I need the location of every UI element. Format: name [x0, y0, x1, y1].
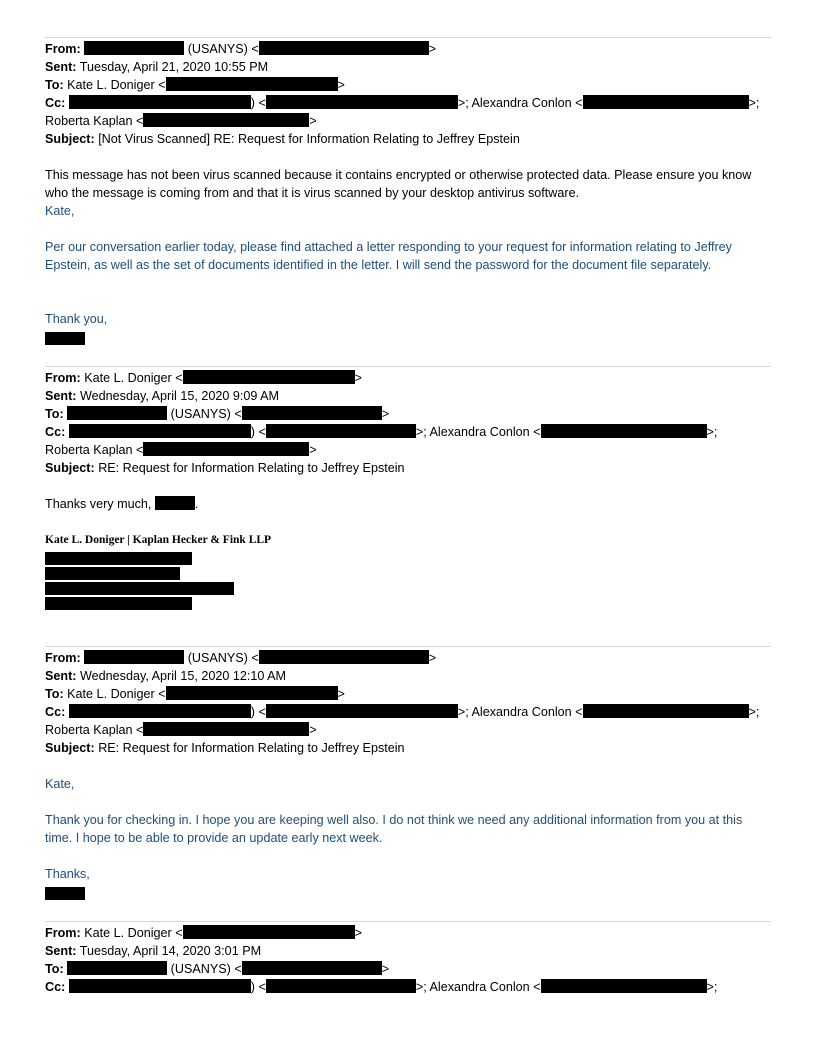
redaction: [583, 704, 749, 718]
sent-label: Sent:: [45, 944, 77, 958]
sent-line: [45, 387, 279, 405]
bracket: >: [309, 443, 317, 457]
redaction: [84, 41, 184, 55]
cc-line: [45, 703, 759, 721]
signature-name: Kate L. Doniger: [45, 534, 125, 546]
cc-conlon: >; Alexandra Conlon <: [415, 980, 541, 994]
redaction: [69, 95, 251, 109]
redaction: [242, 406, 382, 420]
to-line: [45, 960, 389, 978]
subject-label: Subject:: [45, 132, 95, 146]
bracket: >;: [748, 96, 760, 110]
redaction: [67, 961, 167, 975]
redaction: [266, 424, 416, 438]
to-value: Kate L. Doniger <: [67, 78, 166, 92]
cc-sep: ) <: [250, 980, 266, 994]
cc-line-cont: [45, 441, 317, 459]
cc-line: [45, 423, 717, 441]
signature-redaction: [45, 887, 85, 900]
signature-redaction: [45, 582, 234, 595]
sent-line: [45, 667, 286, 685]
redaction: [259, 41, 429, 55]
redaction: [242, 961, 382, 975]
closing: Thank you,: [45, 312, 108, 326]
email-body: Per our conversation earlier today, please find attached a letter responding to your request for information relating to Jeffrey Epstein, as well as the set of documents identified in the letter. I will send the password for the document file separately.: [45, 240, 732, 272]
sent-value: Wednesday, April 15, 2020 9:09 AM: [79, 389, 280, 403]
redaction: [166, 77, 338, 91]
sent-label: Sent:: [45, 60, 77, 74]
redaction: [84, 650, 184, 664]
signature-firm: Kaplan Hecker & Fink LLP: [132, 534, 272, 546]
from-value: Kate L. Doniger <: [84, 371, 183, 385]
cc-conlon: >; Alexandra Conlon <: [457, 705, 583, 719]
to-line: [45, 685, 345, 703]
cc-sep: ) <: [250, 96, 266, 110]
signature-redaction: [45, 552, 192, 565]
thanks-text: Thanks very much,: [45, 497, 155, 511]
from-label: From:: [45, 42, 81, 56]
subject-value: [Not Virus Scanned] RE: Request for Information Relating to Jeffrey Epstein: [98, 132, 520, 146]
cc-sep: ) <: [250, 425, 266, 439]
sent-value: Wednesday, April 15, 2020 12:10 AM: [79, 669, 287, 683]
cc-label: Cc:: [45, 425, 66, 439]
signature-redaction: [45, 567, 180, 580]
greeting: Kate,: [45, 204, 75, 218]
from-line: [45, 369, 362, 387]
cc-line: [45, 94, 759, 112]
bracket: >;: [706, 980, 718, 994]
subject-label: Subject:: [45, 741, 95, 755]
subject-line: [45, 459, 405, 477]
sent-value: Tuesday, April 21, 2020 10:55 PM: [79, 60, 269, 74]
subject-value: RE: Request for Information Relating to Jeffrey Epstein: [98, 461, 405, 475]
redaction: [143, 722, 309, 736]
closing: Thanks,: [45, 867, 90, 881]
subject-label: Subject:: [45, 461, 95, 475]
signature-redaction: [45, 332, 85, 345]
from-value: Kate L. Doniger <: [84, 926, 183, 940]
cc-line-cont: [45, 112, 317, 130]
email-body: Thank you for checking in. I hope you are keeping well also. I do not think we need any additional information from you at this time. I hope to be able to provide an update early next week.: [45, 813, 743, 845]
bracket: >: [337, 687, 345, 701]
separator: [45, 646, 771, 647]
bracket: >: [354, 926, 362, 940]
redaction: [69, 424, 251, 438]
from-line: [45, 40, 436, 58]
cc-kaplan: Roberta Kaplan <: [45, 723, 144, 737]
bracket: >: [381, 407, 390, 421]
bracket: >;: [706, 425, 718, 439]
cc-line: [45, 978, 717, 996]
cc-label: Cc:: [45, 96, 66, 110]
to-line: [45, 405, 389, 423]
cc-conlon: >; Alexandra Conlon <: [415, 425, 541, 439]
from-label: From:: [45, 371, 81, 385]
subject-line: [45, 739, 405, 757]
from-suffix: (USANYS) <: [187, 42, 259, 56]
signature-redaction: [45, 597, 192, 610]
to-suffix: (USANYS) <: [170, 962, 242, 976]
bracket: >: [309, 114, 317, 128]
from-label: From:: [45, 926, 81, 940]
cc-label: Cc:: [45, 980, 66, 994]
thanks-period: .: [194, 497, 199, 511]
bracket: >: [428, 42, 437, 56]
sent-line: [45, 942, 261, 960]
sent-value: Tuesday, April 14, 2020 3:01 PM: [79, 944, 262, 958]
from-label: From:: [45, 651, 81, 665]
greeting: Kate,: [45, 777, 75, 791]
to-label: To:: [45, 687, 64, 701]
bracket: >: [354, 371, 362, 385]
to-line: [45, 76, 345, 94]
redaction: [266, 979, 416, 993]
cc-conlon: >; Alexandra Conlon <: [457, 96, 583, 110]
cc-kaplan: Roberta Kaplan <: [45, 114, 144, 128]
separator: [45, 366, 771, 367]
redaction: [541, 424, 707, 438]
bracket: >: [309, 723, 317, 737]
from-suffix: (USANYS) <: [187, 651, 259, 665]
redaction: [183, 370, 355, 384]
redaction: [266, 704, 458, 718]
to-value: Kate L. Doniger <: [67, 687, 166, 701]
from-line: [45, 924, 362, 942]
redaction: [183, 925, 355, 939]
cc-line-cont: [45, 721, 317, 739]
to-label: To:: [45, 407, 64, 421]
redaction: [143, 442, 309, 456]
sent-label: Sent:: [45, 389, 77, 403]
redaction: [155, 496, 195, 510]
sent-line: [45, 58, 268, 76]
cc-label: Cc:: [45, 705, 66, 719]
redaction: [583, 95, 749, 109]
virus-notice: This message has not been virus scanned because it contains encrypted or otherwise protected data. Please ensure you know who the message is coming from and that it is virus scanned by your desktop antivirus software.: [45, 168, 752, 200]
to-label: To:: [45, 78, 64, 92]
redaction: [166, 686, 338, 700]
redaction: [67, 406, 167, 420]
bracket: >;: [748, 705, 760, 719]
from-line: [45, 649, 436, 667]
redaction: [69, 704, 251, 718]
sent-label: Sent:: [45, 669, 77, 683]
subject-value: RE: Request for Information Relating to Jeffrey Epstein: [98, 741, 405, 755]
redaction: [69, 979, 251, 993]
redaction: [259, 650, 429, 664]
thanks-line: [45, 495, 198, 513]
cc-kaplan: Roberta Kaplan <: [45, 443, 144, 457]
cc-sep: ) <: [250, 705, 266, 719]
bracket: >: [337, 78, 345, 92]
signature-line: [45, 531, 271, 549]
signature-sep: |: [124, 534, 133, 546]
bracket: >: [428, 651, 437, 665]
redaction: [143, 113, 309, 127]
subject-line: [45, 130, 520, 148]
redaction: [541, 979, 707, 993]
separator: [45, 37, 771, 38]
to-suffix: (USANYS) <: [170, 407, 242, 421]
separator: [45, 921, 771, 922]
to-label: To:: [45, 962, 64, 976]
redaction: [266, 95, 458, 109]
bracket: >: [381, 962, 390, 976]
